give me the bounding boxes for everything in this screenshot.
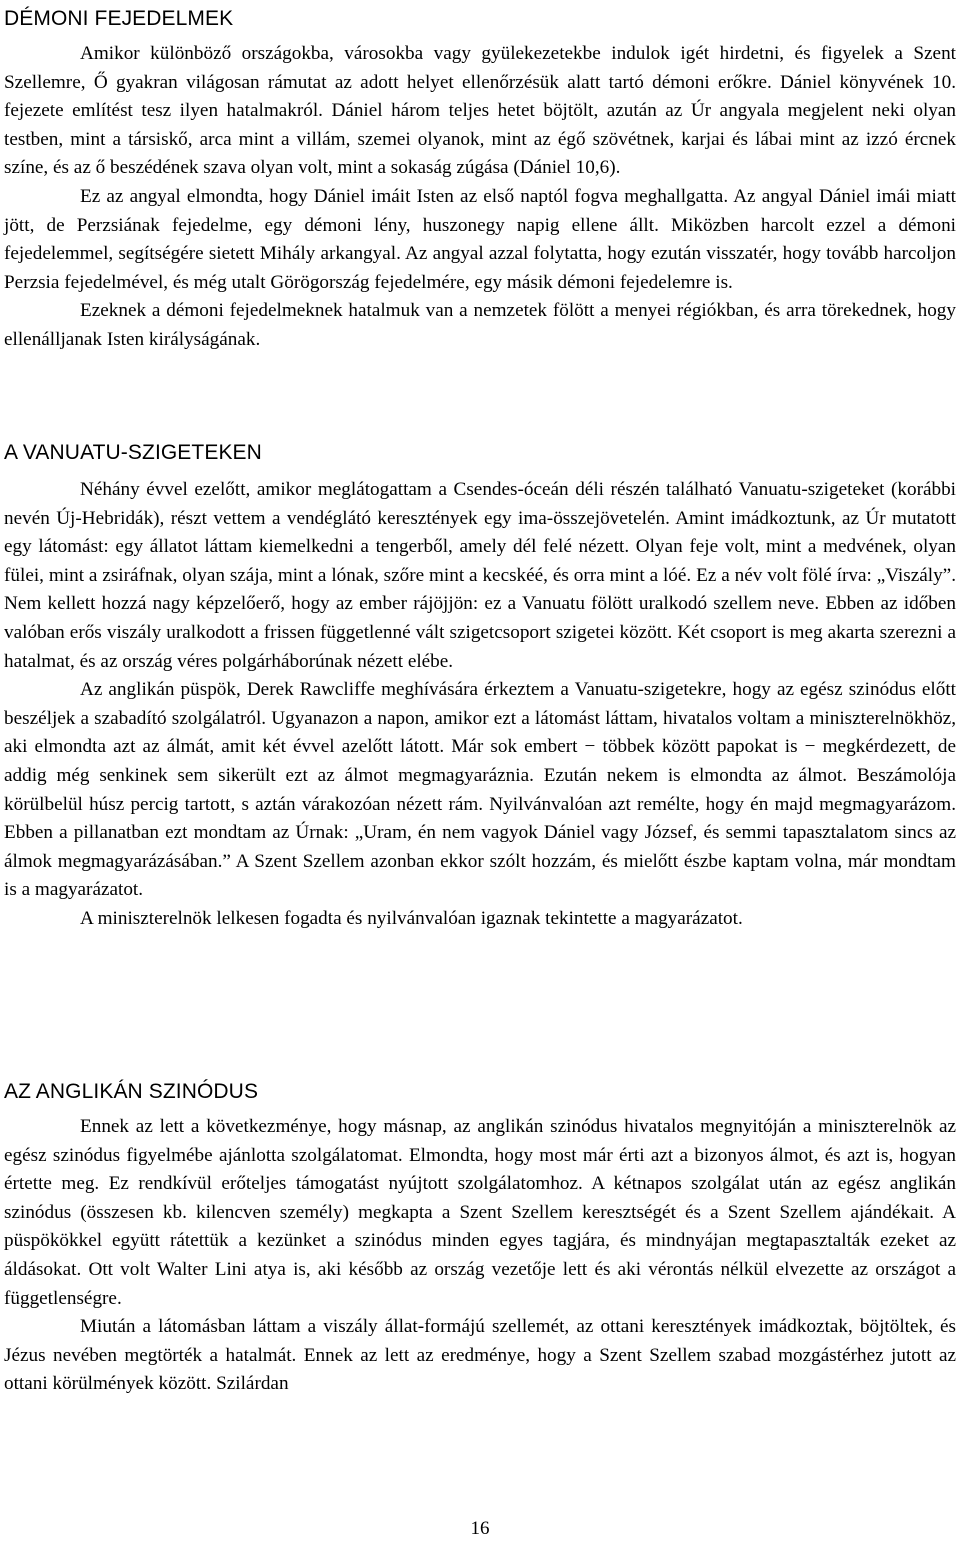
page-number: 16 bbox=[470, 1518, 490, 1539]
paragraph: Ez az angyal elmondta, hogy Dániel imáit Isten az első naptól fogva meghallgatta. Az angyal Dániel imái miatt jött, de Perzsiának fejedelme, egy démoni lény, huszonegy napig ellene állt. Miközben harcolt ezzel a démoni fejedelemmel, segítségére sietett Mihály arkangyal. Az angyal azzal folytatta, hogy ezután visszatér, hogy tovább harcoljon Perzsia fejedelmével, és még utalt Görögország fejedelmére, egy másik démoni fejedelemre is. bbox=[4, 185, 956, 293]
paragraph: Ennek az lett a következménye, hogy másnap, az anglikán szinódus hivatalos megnyitóján a miniszterelnök az egész szinódus figyelmébe ajánlotta szolgálatomat. Elmondta, hogy most már érti azt a bizonyos álmot, és azt is, hogyan értette meg. Ez rendkívül erőteljes támogatást nyújtott szolgálatomhoz. A kétnapos szolgálat után az egész anglikán szinódus (összesen kb. kilencven személy) megkapta a Szent Szellem keresztségét és a Szent Szellem ajándékait. A püspökökkel együtt rátettük a kezünket a szinódus minden egyes tagjára, és mindnyájan megtapasztalták ezeket az áldásokat. Ott volt Walter Lini atya is, aki később az ország vezetője lett és aki vérontás nélkül elvezette az országot a függetlenségre. bbox=[4, 1116, 956, 1309]
paragraph: Amikor különböző országokba, városokba vagy gyülekezetekbe indulok igét hirdetni, és figyelek a Szent Szellemre, Ő gyakran világosan rámutat az adott helyet ellenőrzésük alatt tartó démoni erőkre. Dániel könyvének 10. fejezete említést tesz ilyen hatalmakról. Dániel három teljes hetet böjtölt, azután az Úr angyala megjelent neki olyan testben, mint a társiskő, arca mint a villám, szemei olyanok, mint az égő szövétnek, karjai és lábai mint az izzó ércnek színe, és az ő beszédének szava olyan volt, mint a sokaság zúgása (Dániel 10,6). bbox=[4, 43, 956, 179]
section-title: AZ ANGLIKÁN SZINÓDUS bbox=[4, 1080, 259, 1103]
section-anglikan-szinodus bbox=[4, 1077, 956, 1399]
section-title: A VANUATU-SZIGETEKEN bbox=[4, 441, 262, 464]
section-vanuatu-szigeteken bbox=[4, 438, 956, 934]
section-demoni-fejedelmek bbox=[4, 4, 956, 355]
paragraph: Néhány évvel ezelőtt, amikor meglátogattam a Csendes-óceán déli részén található Vanuatu-szigeteket (korábbi nevén Új-Hebridák), részt vettem a vendéglátó keresztények egy ima-összejövetelén. Amint imádkoztunk, az Úr mutatott egy látomást: egy állatot láttam kiemelkedni a tengerből, amely dél felé nézett. Olyan feje volt, mint a medvének, olyan fülei, mint a zsiráfnak, olyan szája, mint a lónak, szőre mint a kecskéé, és orra mint a lóé. Ez a név volt fölé írva: „Viszály”. Nem kellett hozzá nagy képzelőerő, hogy az ember rájöjjön: ez a Vanuatu fölött uralkodó szellem neve. Ebben az időben valóban erős viszály uralkodott a frissen függetlenné vált szigetcsoport szigetei között. Két csoport is meg akarta szerezni a hatalmat, és az ország véres polgárháborúnak nézett elébe. bbox=[4, 479, 956, 672]
section-body bbox=[4, 476, 956, 934]
paragraph: Ezeknek a démoni fejedelmeknek hatalmuk van a nemzetek fölött a menyei régiókban, és arra törekednek, hogy ellenálljanak Isten királyságának. bbox=[4, 300, 956, 350]
paragraph: Az anglikán püspök, Derek Rawcliffe meghívására érkeztem a Vanuatu-szigetekre, hogy az egész szinódus előtt beszéljek a szabadító szolgálatról. Ugyanazon a napon, amikor ezt a látomást láttam, hivatalos voltam a miniszterelnökhöz, aki elmondta azt az álmát, amit két évvel azelőtt látott. Már sok embert − többek között papokat is − megkérdezett, de addig még senkinek sem sikerült ezt az álmot megmagyaráznia. Ezután nekem is elmondta az álmot. Beszámolója körülbelül húsz percig tartott, s aztán várakozóan nézett rám. Nyilvánvalóan azt remélte, hogy én majd megmagyarázom. Ebben a pillanatban ezt mondtam az Úrnak: „Uram, én nem vagyok Dániel vagy József, és semmi tapasztalatom sincs az álmok megmagyarázásában.” A Szent Szellem azonban ekkor szólt hozzám, és mielőtt észbe kaptam volna, már mondtam is a magyarázatot. bbox=[4, 679, 956, 901]
section-title: DÉMONI FEJEDELMEK bbox=[4, 7, 234, 30]
section-body bbox=[4, 40, 956, 355]
section-body bbox=[4, 1113, 956, 1399]
paragraph: A miniszterelnök lelkesen fogadta és nyilvánvalóan igaznak tekintette a magyarázatot. bbox=[80, 907, 743, 929]
paragraph: Miután a látomásban láttam a viszály állat-formájú szellemét, az ottani keresztények imádkoztak, böjtöltek, és Jézus nevében megtörték a hatalmát. Ennek az lett az eredménye, hogy a Szent Szellem szabad mozgástérhez jutott az ottani körülmények között. Szilárdan bbox=[4, 1316, 956, 1395]
